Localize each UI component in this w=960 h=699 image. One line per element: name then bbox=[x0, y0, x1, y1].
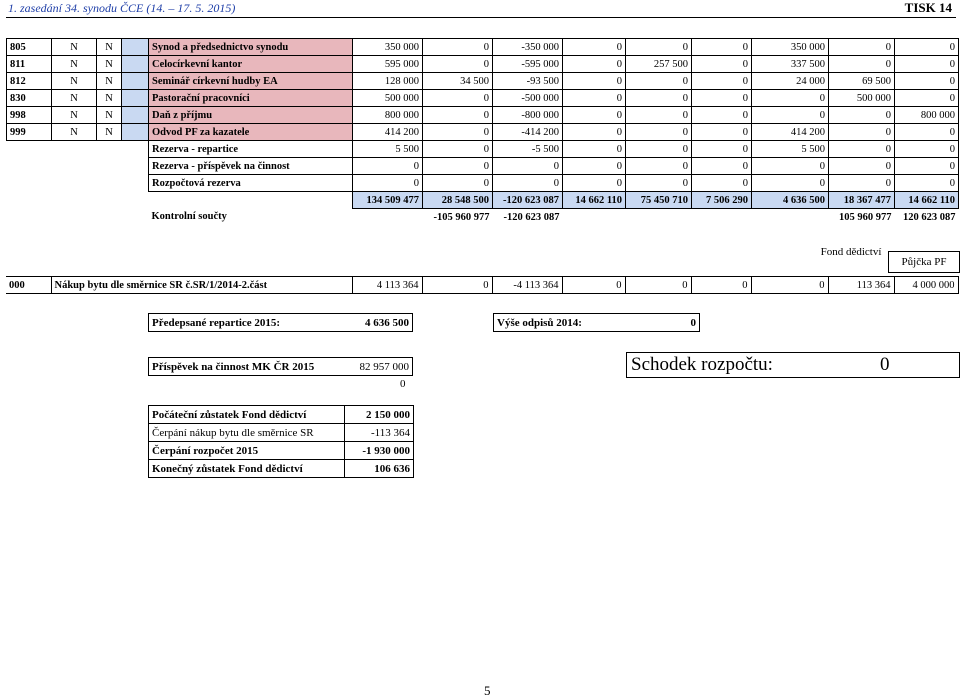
row-value: 0 bbox=[895, 56, 959, 73]
row-value: 414 200 bbox=[752, 124, 829, 141]
row-value: 0 bbox=[563, 39, 626, 56]
kontrolni-blank bbox=[563, 209, 829, 226]
predepsane-label: Předepsané repartice 2015: bbox=[152, 316, 281, 329]
row-flag-2: N bbox=[97, 107, 122, 124]
row-value: 0 bbox=[626, 124, 692, 141]
totals-spacer bbox=[7, 192, 353, 209]
row-code: 811 bbox=[7, 56, 52, 73]
nakup-value: 0 bbox=[562, 277, 625, 294]
row-value: 0 bbox=[423, 107, 493, 124]
row-value: -414 200 bbox=[493, 124, 563, 141]
header-rule bbox=[6, 17, 956, 18]
row-value: 0 bbox=[692, 90, 752, 107]
row-value: 0 bbox=[692, 39, 752, 56]
row-value: 0 bbox=[563, 73, 626, 90]
row-value: 0 bbox=[692, 56, 752, 73]
row-value: 0 bbox=[692, 107, 752, 124]
kontrolni-value-3: 105 960 977 bbox=[839, 211, 892, 223]
kontrolni-spacer bbox=[7, 209, 149, 226]
predepsane-box bbox=[148, 313, 413, 332]
row-value: 0 bbox=[563, 124, 626, 141]
reserve-value: 0 bbox=[829, 175, 895, 192]
odpisy-box bbox=[493, 313, 700, 332]
reserve-value: 0 bbox=[752, 175, 829, 192]
row-value: 800 000 bbox=[895, 107, 959, 124]
row-flag-1: N bbox=[52, 39, 97, 56]
row-value: 0 bbox=[752, 90, 829, 107]
document-tisk-label: TISK 14 bbox=[904, 0, 952, 15]
row-value: 24 000 bbox=[752, 73, 829, 90]
row-value: 0 bbox=[829, 56, 895, 73]
odpisy-label: Výše odpisů 2014: bbox=[497, 316, 582, 329]
reserve-row bbox=[7, 175, 959, 192]
row-value: 0 bbox=[423, 124, 493, 141]
row-value: 0 bbox=[423, 90, 493, 107]
row-name: Daň z příjmu bbox=[149, 107, 353, 124]
reserve-value: 0 bbox=[626, 175, 692, 192]
prispevek-extra-value: 0 bbox=[400, 378, 406, 390]
reserve-value: 0 bbox=[423, 175, 493, 192]
row-flag-2: N bbox=[97, 90, 122, 107]
row-value: 0 bbox=[752, 107, 829, 124]
row-flag-2: N bbox=[97, 39, 122, 56]
reserve-name: Rezerva - příspěvek na činnost bbox=[149, 158, 353, 175]
row-value: 0 bbox=[626, 107, 692, 124]
row-blue-marker bbox=[122, 90, 149, 107]
row-value: 414 200 bbox=[353, 124, 423, 141]
reserve-value: 0 bbox=[626, 141, 692, 158]
reserve-value: 0 bbox=[563, 175, 626, 192]
row-value: 257 500 bbox=[626, 56, 692, 73]
reserve-value: 0 bbox=[353, 158, 423, 175]
reserve-spacer bbox=[7, 141, 149, 192]
total-value: 28 548 500 bbox=[423, 192, 493, 209]
row-value: 0 bbox=[895, 124, 959, 141]
nakup-value: 0 bbox=[691, 277, 751, 294]
reserve-value: 5 500 bbox=[752, 141, 829, 158]
predepsane-value: 4 636 500 bbox=[365, 316, 409, 329]
row-code: 998 bbox=[7, 107, 52, 124]
row-value: 0 bbox=[423, 56, 493, 73]
kontrolni-label: Kontrolní součty bbox=[151, 211, 227, 223]
row-flag-1: N bbox=[52, 124, 97, 141]
row-value: 128 000 bbox=[353, 73, 423, 90]
row-flag-1: N bbox=[52, 107, 97, 124]
row-value: 0 bbox=[626, 90, 692, 107]
nakup-table bbox=[6, 276, 959, 294]
total-value: 7 506 290 bbox=[692, 192, 752, 209]
row-value: 800 000 bbox=[353, 107, 423, 124]
row-value: 0 bbox=[563, 90, 626, 107]
reserve-value: 0 bbox=[423, 141, 493, 158]
reserve-value: 0 bbox=[692, 158, 752, 175]
row-value: 337 500 bbox=[752, 56, 829, 73]
reserve-value: 0 bbox=[563, 141, 626, 158]
budget-row bbox=[7, 56, 959, 73]
row-value: 0 bbox=[692, 124, 752, 141]
reserve-value: 0 bbox=[829, 158, 895, 175]
row-blue-marker bbox=[122, 39, 149, 56]
row-value: -500 000 bbox=[493, 90, 563, 107]
row-value: 69 500 bbox=[829, 73, 895, 90]
row-code: 830 bbox=[7, 90, 52, 107]
fond-row bbox=[149, 424, 414, 442]
row-value: 0 bbox=[895, 39, 959, 56]
odpisy-value: 0 bbox=[690, 316, 696, 329]
fund-header-pujcka: Půjčka PF bbox=[888, 251, 960, 273]
schodek-box bbox=[626, 352, 960, 378]
row-value: 0 bbox=[895, 73, 959, 90]
budget-row bbox=[7, 90, 959, 107]
kontrolni-value-4: 120 623 087 bbox=[903, 211, 956, 223]
row-value: 0 bbox=[895, 90, 959, 107]
kontrolni-blank bbox=[353, 209, 423, 226]
row-flag-2: N bbox=[97, 124, 122, 141]
row-name: Pastorační pracovníci bbox=[149, 90, 353, 107]
fond-label: Čerpání nákup bytu dle směrnice SR bbox=[149, 424, 345, 442]
reserve-value: 0 bbox=[752, 158, 829, 175]
row-value: 350 000 bbox=[752, 39, 829, 56]
total-value: 75 450 710 bbox=[626, 192, 692, 209]
nakup-code: 000 bbox=[6, 277, 51, 294]
row-blue-marker bbox=[122, 56, 149, 73]
row-value: 0 bbox=[829, 39, 895, 56]
row-code: 812 bbox=[7, 73, 52, 90]
row-flag-2: N bbox=[97, 73, 122, 90]
reserve-value: 0 bbox=[692, 141, 752, 158]
fond-row bbox=[149, 442, 414, 460]
total-value: 4 636 500 bbox=[752, 192, 829, 209]
reserve-value: 0 bbox=[895, 158, 959, 175]
reserve-value: 0 bbox=[829, 141, 895, 158]
row-value: 0 bbox=[423, 39, 493, 56]
row-value: 595 000 bbox=[353, 56, 423, 73]
row-flag-1: N bbox=[52, 90, 97, 107]
row-name: Seminář církevní hudby EA bbox=[149, 73, 353, 90]
fond-label: Počáteční zůstatek Fond dědictví bbox=[149, 406, 345, 424]
row-value: 0 bbox=[692, 73, 752, 90]
row-value: -350 000 bbox=[493, 39, 563, 56]
row-code: 805 bbox=[7, 39, 52, 56]
total-value: 14 662 110 bbox=[895, 192, 959, 209]
row-value: 0 bbox=[626, 39, 692, 56]
fond-row bbox=[149, 406, 414, 424]
schodek-value: 0 bbox=[880, 354, 890, 375]
nakup-value: 4 000 000 bbox=[894, 277, 958, 294]
row-value: 500 000 bbox=[829, 90, 895, 107]
budget-row bbox=[7, 107, 959, 124]
totals-row bbox=[7, 192, 959, 209]
fond-row bbox=[149, 460, 414, 478]
reserve-value: 0 bbox=[895, 141, 959, 158]
reserve-value: 0 bbox=[493, 175, 563, 192]
nakup-value: 0 bbox=[751, 277, 828, 294]
schodek-label: Schodek rozpočtu: bbox=[631, 354, 773, 375]
reserve-value: 0 bbox=[493, 158, 563, 175]
row-blue-marker bbox=[122, 124, 149, 141]
document-header-title: 1. zasedání 34. synodu ČCE (14. – 17. 5. 2015) bbox=[8, 1, 236, 15]
total-value: 18 367 477 bbox=[829, 192, 895, 209]
row-value: -800 000 bbox=[493, 107, 563, 124]
kontrolni-value-1: -105 960 977 bbox=[433, 211, 490, 223]
row-name: Odvod PF za kazatele bbox=[149, 124, 353, 141]
reserve-row bbox=[7, 141, 959, 158]
reserve-value: 5 500 bbox=[353, 141, 423, 158]
nakup-value: 113 364 bbox=[828, 277, 894, 294]
page-number: 5 bbox=[484, 683, 491, 698]
fund-header-fond: Fond dědictví bbox=[820, 246, 882, 258]
nakup-value: 0 bbox=[625, 277, 691, 294]
row-name: Synod a předsednictvo synodu bbox=[149, 39, 353, 56]
reserve-value: 0 bbox=[423, 158, 493, 175]
total-value: 134 509 477 bbox=[353, 192, 423, 209]
row-value: 0 bbox=[626, 73, 692, 90]
row-value: 34 500 bbox=[423, 73, 493, 90]
fond-label: Konečný zůstatek Fond dědictví bbox=[149, 460, 345, 478]
prispevek-label: Příspěvek na činnost MK ČR 2015 bbox=[152, 360, 315, 373]
row-value: 0 bbox=[563, 56, 626, 73]
row-flag-1: N bbox=[52, 73, 97, 90]
kontrolni-row bbox=[7, 209, 959, 226]
nakup-name: Nákup bytu dle směrnice SR č.SR/1/2014-2.část bbox=[51, 277, 352, 294]
reserve-value: 0 bbox=[692, 175, 752, 192]
row-flag-1: N bbox=[52, 56, 97, 73]
row-code: 999 bbox=[7, 124, 52, 141]
row-value: 500 000 bbox=[353, 90, 423, 107]
nakup-value: 0 bbox=[422, 277, 492, 294]
reserve-value: -5 500 bbox=[493, 141, 563, 158]
budget-table bbox=[6, 38, 959, 225]
reserve-value: 0 bbox=[626, 158, 692, 175]
row-blue-marker bbox=[122, 107, 149, 124]
row-value: -93 500 bbox=[493, 73, 563, 90]
kontrolni-value-2: -120 623 087 bbox=[503, 211, 560, 223]
fond-value: 106 636 bbox=[345, 460, 414, 478]
row-value: 0 bbox=[563, 107, 626, 124]
row-value: 350 000 bbox=[353, 39, 423, 56]
prispevek-box bbox=[148, 357, 413, 376]
row-value: 0 bbox=[829, 107, 895, 124]
total-value: 14 662 110 bbox=[563, 192, 626, 209]
reserve-value: 0 bbox=[895, 175, 959, 192]
nakup-value: -4 113 364 bbox=[492, 277, 562, 294]
reserve-value: 0 bbox=[353, 175, 423, 192]
total-value: -120 623 087 bbox=[493, 192, 563, 209]
row-blue-marker bbox=[122, 73, 149, 90]
row-flag-2: N bbox=[97, 56, 122, 73]
reserve-name: Rozpočtová rezerva bbox=[149, 175, 353, 192]
fond-value: -1 930 000 bbox=[345, 442, 414, 460]
nakup-value: 4 113 364 bbox=[352, 277, 422, 294]
nakup-row bbox=[6, 277, 958, 294]
budget-row bbox=[7, 73, 959, 90]
reserve-name: Rezerva - repartice bbox=[149, 141, 353, 158]
row-name: Celocírkevní kantor bbox=[149, 56, 353, 73]
row-value: 0 bbox=[829, 124, 895, 141]
fond-value: 2 150 000 bbox=[345, 406, 414, 424]
fond-value: -113 364 bbox=[345, 424, 414, 442]
fond-table bbox=[148, 405, 414, 478]
fond-label: Čerpání rozpočet 2015 bbox=[149, 442, 345, 460]
prispevek-value: 82 957 000 bbox=[359, 360, 409, 373]
reserve-row bbox=[7, 158, 959, 175]
budget-row bbox=[7, 124, 959, 141]
reserve-value: 0 bbox=[563, 158, 626, 175]
budget-row bbox=[7, 39, 959, 56]
row-value: -595 000 bbox=[493, 56, 563, 73]
